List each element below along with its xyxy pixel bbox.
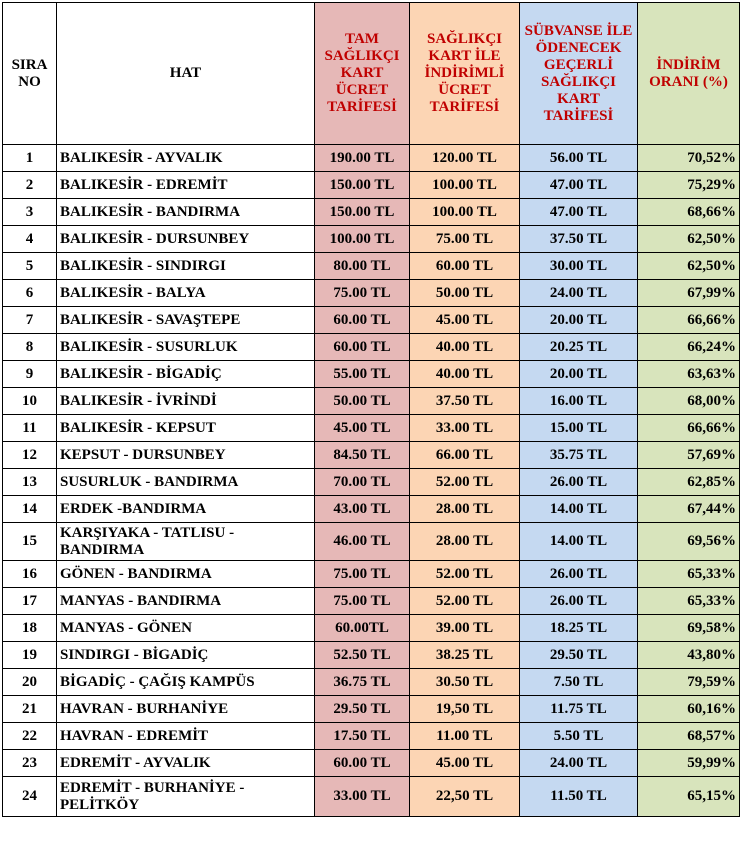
row-hat: KARŞIYAKA - TATLISU - BANDIRMA [57, 523, 315, 561]
row-subvanse-tarife: 18.25 TL [520, 615, 638, 642]
row-sira-no: 12 [3, 442, 57, 469]
row-indirim-orani: 59,99% [638, 750, 740, 777]
row-tam-tarife: 84.50 TL [315, 442, 410, 469]
table-row [3, 226, 740, 253]
row-tam-tarife: 36.75 TL [315, 669, 410, 696]
row-indirim-orani: 67,99% [638, 280, 740, 307]
row-saglikci-tarife: 11.00 TL [410, 723, 520, 750]
row-subvanse-tarife: 16.00 TL [520, 388, 638, 415]
row-subvanse-tarife: 29.50 TL [520, 642, 638, 669]
row-saglikci-tarife: 66.00 TL [410, 442, 520, 469]
table-row [3, 777, 740, 817]
row-sira-no: 22 [3, 723, 57, 750]
row-sira-no: 7 [3, 307, 57, 334]
row-hat: BALIKESİR - BALYA [57, 280, 315, 307]
row-hat: HAVRAN - EDREMİT [57, 723, 315, 750]
row-saglikci-tarife: 52.00 TL [410, 588, 520, 615]
row-subvanse-tarife: 11.75 TL [520, 696, 638, 723]
row-saglikci-tarife: 22,50 TL [410, 777, 520, 817]
row-indirim-orani: 68,57% [638, 723, 740, 750]
row-sira-no: 21 [3, 696, 57, 723]
header-tam-tarife: TAM SAĞLIKÇI KART ÜCRET TARİFESİ [315, 3, 410, 145]
row-hat: EDREMİT - AYVALIK [57, 750, 315, 777]
table-row [3, 199, 740, 226]
row-hat: EDREMİT - BURHANİYE - PELİTKÖY [57, 777, 315, 817]
row-sira-no: 3 [3, 199, 57, 226]
row-tam-tarife: 60.00 TL [315, 334, 410, 361]
row-indirim-orani: 66,66% [638, 415, 740, 442]
row-tam-tarife: 75.00 TL [315, 280, 410, 307]
row-sira-no: 4 [3, 226, 57, 253]
row-subvanse-tarife: 20.25 TL [520, 334, 638, 361]
row-sira-no: 6 [3, 280, 57, 307]
row-tam-tarife: 60.00 TL [315, 750, 410, 777]
row-tam-tarife: 75.00 TL [315, 561, 410, 588]
row-indirim-orani: 68,00% [638, 388, 740, 415]
row-hat: BALIKESİR - İVRİNDİ [57, 388, 315, 415]
row-sira-no: 19 [3, 642, 57, 669]
row-subvanse-tarife: 14.00 TL [520, 496, 638, 523]
row-sira-no: 13 [3, 469, 57, 496]
row-subvanse-tarife: 5.50 TL [520, 723, 638, 750]
row-tam-tarife: 70.00 TL [315, 469, 410, 496]
table-row [3, 388, 740, 415]
row-sira-no: 5 [3, 253, 57, 280]
table-row [3, 496, 740, 523]
row-tam-tarife: 80.00 TL [315, 253, 410, 280]
row-hat: MANYAS - GÖNEN [57, 615, 315, 642]
row-subvanse-tarife: 26.00 TL [520, 561, 638, 588]
row-tam-tarife: 150.00 TL [315, 199, 410, 226]
row-sira-no: 20 [3, 669, 57, 696]
row-hat: BALIKESİR - SAVAŞTEPE [57, 307, 315, 334]
row-subvanse-tarife: 11.50 TL [520, 777, 638, 817]
row-subvanse-tarife: 7.50 TL [520, 669, 638, 696]
row-saglikci-tarife: 45.00 TL [410, 750, 520, 777]
row-sira-no: 15 [3, 523, 57, 561]
row-indirim-orani: 66,24% [638, 334, 740, 361]
row-tam-tarife: 17.50 TL [315, 723, 410, 750]
row-subvanse-tarife: 56.00 TL [520, 145, 638, 172]
table-row [3, 615, 740, 642]
row-indirim-orani: 69,56% [638, 523, 740, 561]
row-saglikci-tarife: 100.00 TL [410, 172, 520, 199]
row-indirim-orani: 43,80% [638, 642, 740, 669]
row-indirim-orani: 65,33% [638, 588, 740, 615]
row-saglikci-tarife: 52.00 TL [410, 469, 520, 496]
row-hat: MANYAS - BANDIRMA [57, 588, 315, 615]
header-indirim-orani: İNDİRİM ORANI (%) [638, 3, 740, 145]
row-subvanse-tarife: 30.00 TL [520, 253, 638, 280]
row-saglikci-tarife: 120.00 TL [410, 145, 520, 172]
row-tam-tarife: 60.00TL [315, 615, 410, 642]
row-tam-tarife: 75.00 TL [315, 588, 410, 615]
row-saglikci-tarife: 40.00 TL [410, 334, 520, 361]
row-hat: BALIKESİR - BİGADİÇ [57, 361, 315, 388]
table-row [3, 723, 740, 750]
row-indirim-orani: 68,66% [638, 199, 740, 226]
table-row [3, 696, 740, 723]
row-hat: GÖNEN - BANDIRMA [57, 561, 315, 588]
row-indirim-orani: 67,44% [638, 496, 740, 523]
row-tam-tarife: 46.00 TL [315, 523, 410, 561]
row-saglikci-tarife: 30.50 TL [410, 669, 520, 696]
row-saglikci-tarife: 28.00 TL [410, 496, 520, 523]
table-row [3, 415, 740, 442]
table-row [3, 588, 740, 615]
row-subvanse-tarife: 15.00 TL [520, 415, 638, 442]
table-row [3, 280, 740, 307]
row-saglikci-tarife: 45.00 TL [410, 307, 520, 334]
row-subvanse-tarife: 24.00 TL [520, 280, 638, 307]
row-sira-no: 24 [3, 777, 57, 817]
row-subvanse-tarife: 24.00 TL [520, 750, 638, 777]
table-row [3, 669, 740, 696]
row-subvanse-tarife: 47.00 TL [520, 199, 638, 226]
table-row [3, 750, 740, 777]
row-tam-tarife: 150.00 TL [315, 172, 410, 199]
table-row [3, 442, 740, 469]
table-row [3, 469, 740, 496]
row-sira-no: 14 [3, 496, 57, 523]
row-sira-no: 2 [3, 172, 57, 199]
header-row [3, 3, 740, 145]
row-sira-no: 8 [3, 334, 57, 361]
row-sira-no: 18 [3, 615, 57, 642]
table-row [3, 145, 740, 172]
row-sira-no: 23 [3, 750, 57, 777]
row-tam-tarife: 55.00 TL [315, 361, 410, 388]
row-sira-no: 9 [3, 361, 57, 388]
row-saglikci-tarife: 33.00 TL [410, 415, 520, 442]
header-sira-no: SIRA NO [3, 3, 57, 145]
row-saglikci-tarife: 40.00 TL [410, 361, 520, 388]
row-tam-tarife: 45.00 TL [315, 415, 410, 442]
row-saglikci-tarife: 19,50 TL [410, 696, 520, 723]
row-subvanse-tarife: 35.75 TL [520, 442, 638, 469]
row-hat: SUSURLUK - BANDIRMA [57, 469, 315, 496]
header-saglikci-tarife: SAĞLIKÇI KART İLE İNDİRİMLİ ÜCRET TARİFESİ [410, 3, 520, 145]
header-subvanse-tarife: SÜBVANSE İLE ÖDENECEK GEÇERLİ SAĞLIKÇI KART TARİFESİ [520, 3, 638, 145]
row-tam-tarife: 33.00 TL [315, 777, 410, 817]
row-saglikci-tarife: 100.00 TL [410, 199, 520, 226]
table-header [3, 3, 740, 145]
row-tam-tarife: 190.00 TL [315, 145, 410, 172]
table-row [3, 561, 740, 588]
row-sira-no: 16 [3, 561, 57, 588]
row-indirim-orani: 65,15% [638, 777, 740, 817]
row-saglikci-tarife: 50.00 TL [410, 280, 520, 307]
row-tam-tarife: 29.50 TL [315, 696, 410, 723]
row-saglikci-tarife: 52.00 TL [410, 561, 520, 588]
row-hat: BALIKESİR - EDREMİT [57, 172, 315, 199]
row-tam-tarife: 43.00 TL [315, 496, 410, 523]
row-hat: ERDEK -BANDIRMA [57, 496, 315, 523]
row-indirim-orani: 60,16% [638, 696, 740, 723]
fare-table [2, 2, 740, 817]
row-hat: BALIKESİR - DURSUNBEY [57, 226, 315, 253]
row-hat: HAVRAN - BURHANİYE [57, 696, 315, 723]
table-row [3, 523, 740, 561]
row-indirim-orani: 75,29% [638, 172, 740, 199]
row-sira-no: 11 [3, 415, 57, 442]
row-saglikci-tarife: 38.25 TL [410, 642, 520, 669]
row-subvanse-tarife: 47.00 TL [520, 172, 638, 199]
row-indirim-orani: 65,33% [638, 561, 740, 588]
row-subvanse-tarife: 20.00 TL [520, 307, 638, 334]
row-hat: BALIKESİR - BANDIRMA [57, 199, 315, 226]
row-saglikci-tarife: 60.00 TL [410, 253, 520, 280]
row-hat: BALIKESİR - KEPSUT [57, 415, 315, 442]
row-hat: BİGADİÇ - ÇAĞIŞ KAMPÜS [57, 669, 315, 696]
row-hat: BALIKESİR - SINDIRGI [57, 253, 315, 280]
row-subvanse-tarife: 20.00 TL [520, 361, 638, 388]
row-indirim-orani: 70,52% [638, 145, 740, 172]
row-hat: BALIKESİR - SUSURLUK [57, 334, 315, 361]
row-sira-no: 17 [3, 588, 57, 615]
row-indirim-orani: 57,69% [638, 442, 740, 469]
table-row [3, 253, 740, 280]
row-indirim-orani: 66,66% [638, 307, 740, 334]
table-row [3, 642, 740, 669]
row-tam-tarife: 60.00 TL [315, 307, 410, 334]
row-saglikci-tarife: 37.50 TL [410, 388, 520, 415]
row-saglikci-tarife: 75.00 TL [410, 226, 520, 253]
row-hat: KEPSUT - DURSUNBEY [57, 442, 315, 469]
row-tam-tarife: 100.00 TL [315, 226, 410, 253]
row-tam-tarife: 50.00 TL [315, 388, 410, 415]
row-indirim-orani: 62,50% [638, 226, 740, 253]
header-hat: HAT [57, 3, 315, 145]
row-tam-tarife: 52.50 TL [315, 642, 410, 669]
row-subvanse-tarife: 37.50 TL [520, 226, 638, 253]
row-sira-no: 1 [3, 145, 57, 172]
row-sira-no: 10 [3, 388, 57, 415]
row-indirim-orani: 79,59% [638, 669, 740, 696]
table-body [3, 145, 740, 817]
row-hat: BALIKESİR - AYVALIK [57, 145, 315, 172]
table-row [3, 172, 740, 199]
row-indirim-orani: 62,85% [638, 469, 740, 496]
row-indirim-orani: 69,58% [638, 615, 740, 642]
row-subvanse-tarife: 14.00 TL [520, 523, 638, 561]
table-row [3, 307, 740, 334]
row-subvanse-tarife: 26.00 TL [520, 588, 638, 615]
row-subvanse-tarife: 26.00 TL [520, 469, 638, 496]
row-saglikci-tarife: 39.00 TL [410, 615, 520, 642]
row-indirim-orani: 63,63% [638, 361, 740, 388]
table-row [3, 361, 740, 388]
row-hat: SINDIRGI - BİGADİÇ [57, 642, 315, 669]
row-indirim-orani: 62,50% [638, 253, 740, 280]
table-row [3, 334, 740, 361]
row-saglikci-tarife: 28.00 TL [410, 523, 520, 561]
